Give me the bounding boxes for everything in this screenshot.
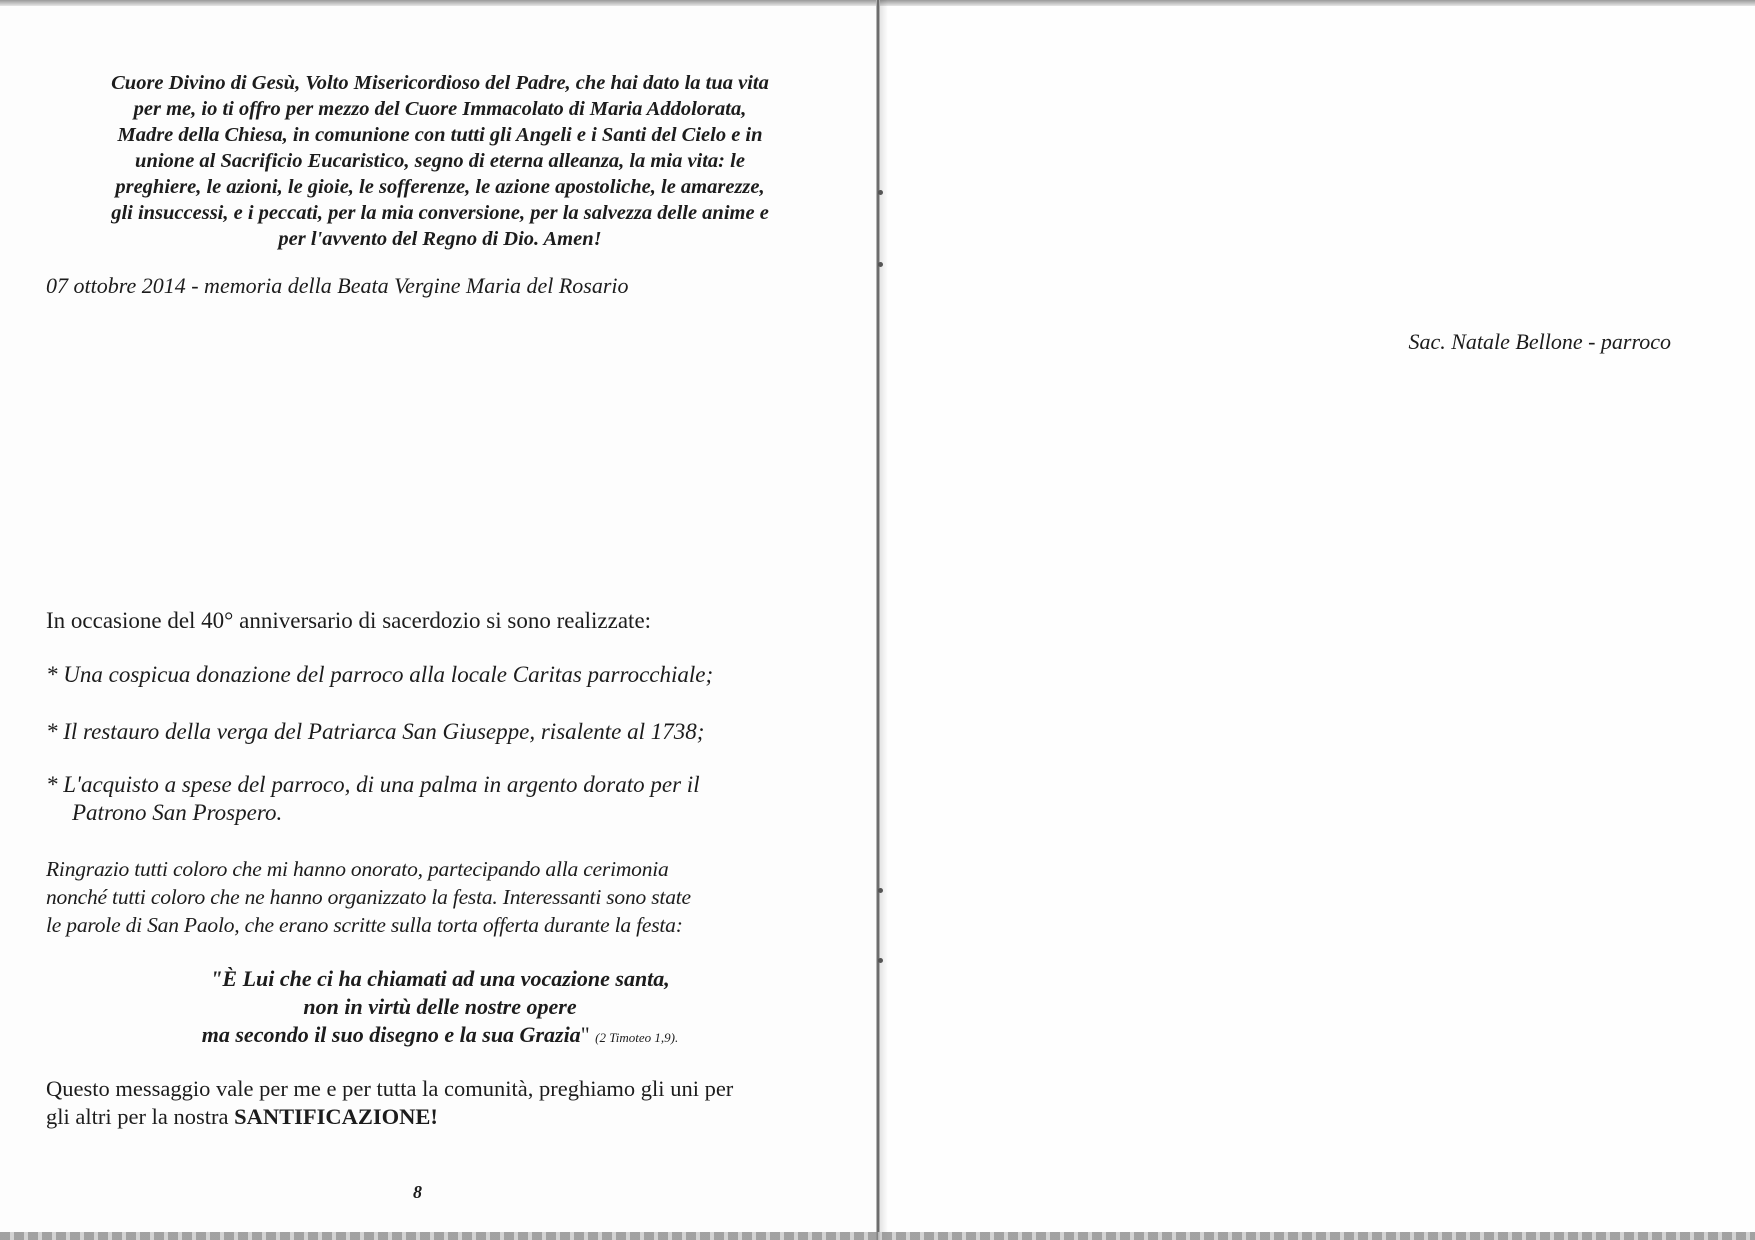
signature: Sac. Natale Bellone - parroco bbox=[1408, 329, 1671, 354]
quote-close-mark: " bbox=[580, 1022, 590, 1047]
gutter-shadow bbox=[880, 0, 888, 1240]
prayer-paragraph bbox=[40, 70, 840, 252]
quote-reference: (2 Timoteo 1,9). bbox=[595, 1030, 679, 1045]
quote-line: ma secondo il suo disegno e la sua Grazia bbox=[201, 1022, 581, 1047]
prayer-line: preghiere, le azioni, le gioie, le sofferenze, le azione apostoliche, le amarezze, bbox=[115, 176, 765, 198]
binding-staple-mark bbox=[878, 958, 883, 963]
prayer-line: unione al Sacrificio Eucaristico, segno di eterna alleanza, la mia vita: le bbox=[135, 150, 745, 172]
date-line: 07 ottobre 2014 - memoria della Beata Vergine Maria del Rosario bbox=[46, 273, 629, 298]
right-page-blank bbox=[880, 6, 1755, 1232]
bullet-acquisition bbox=[46, 771, 806, 827]
intro-sentence: In occasione del 40° anniversario di sacerdozio si sono realizzate: bbox=[46, 608, 652, 633]
prayer-line: Madre della Chiesa, in comunione con tutti gli Angeli e i Santi del Cielo e in bbox=[117, 124, 763, 146]
closing-emphasis: SANTIFICAZIONE! bbox=[234, 1104, 438, 1129]
prayer-line: gli insuccessi, e i peccati, per la mia conversione, per la salvezza delle anime e bbox=[111, 202, 769, 224]
binding-staple-mark bbox=[878, 190, 883, 195]
quote-line: "È Lui che ci ha chiamati ad una vocazione santa, bbox=[210, 966, 670, 991]
thanks-line: Ringrazio tutti coloro che mi hanno onorato, partecipando alla cerimonia bbox=[46, 857, 669, 881]
closing-paragraph bbox=[46, 1075, 816, 1131]
thanks-line: le parole di San Paolo, che erano scritte sulla torta offerta durante la festa: bbox=[46, 913, 683, 937]
scripture-quote bbox=[40, 965, 840, 1052]
thanks-paragraph bbox=[46, 855, 806, 939]
bullet-donation: * Una cospicua donazione del parroco alla locale Caritas parrocchiale; bbox=[46, 662, 714, 687]
closing-line: gli altri per la nostra bbox=[46, 1104, 235, 1129]
bullet-restoration: * Il restauro della verga del Patriarca San Giuseppe, risalente al 1738; bbox=[46, 719, 705, 744]
binding-staple-mark bbox=[878, 888, 883, 893]
page-bottom-edge bbox=[0, 1232, 1755, 1240]
bullet-line: * L'acquisto a spese del parroco, di una palma in argento dorato per il bbox=[46, 772, 700, 797]
prayer-line: per me, io ti offro per mezzo del Cuore Immacolato di Maria Addolorata, bbox=[133, 98, 747, 120]
binding-staple-mark bbox=[878, 262, 883, 267]
bullet-line: Patrono San Prospero. bbox=[72, 800, 283, 825]
page-number: 8 bbox=[413, 1182, 422, 1202]
closing-line: Questo messaggio vale per me e per tutta la comunità, preghiamo gli uni per bbox=[46, 1076, 734, 1101]
prayer-line: Cuore Divino di Gesù, Volto Misericordioso del Padre, che hai dato la tua vita bbox=[111, 72, 769, 94]
quote-line: non in virtù delle nostre opere bbox=[303, 994, 577, 1019]
prayer-line: per l'avvento del Regno di Dio. Amen! bbox=[278, 228, 602, 250]
thanks-line: nonché tutti coloro che ne hanno organizzato la festa. Interessanti sono state bbox=[46, 885, 691, 909]
